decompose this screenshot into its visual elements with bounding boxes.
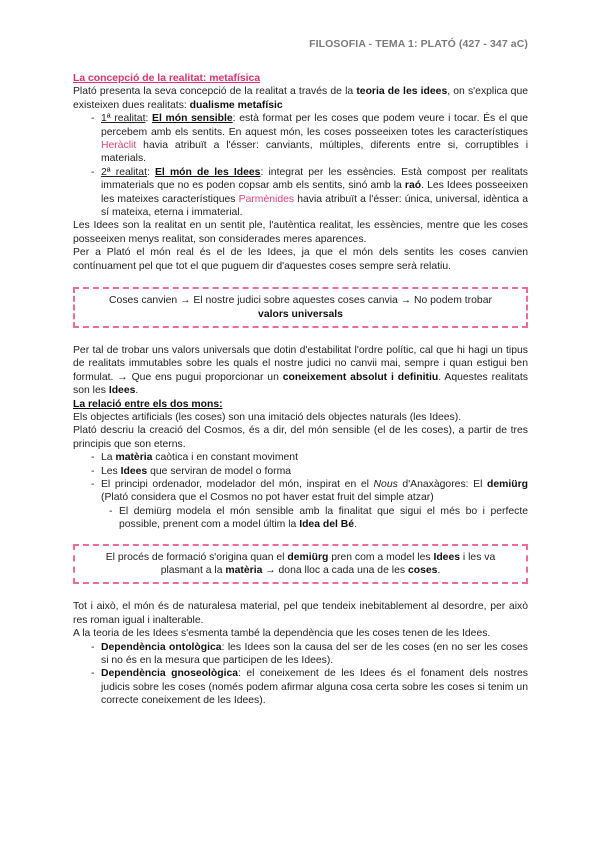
realities-list [73, 112, 528, 219]
highlight-box-values: Coses canvien → El nostre judici sobre aquestes coses canvia → No podem trobar valors universals [73, 287, 528, 328]
demiurge-sublist [73, 505, 528, 532]
document-body [73, 72, 528, 708]
paragraph-artificial-objects: Els objectes artificials (les coses) son una imitació dels objectes naturals (les Idees). [73, 411, 462, 423]
list-item-demiurge: - El principi ordenador, modelador del món, inspirat en el Nous d'Anaxàgores: El demiürg (Plató considera que el Cosmos no pot haver estat fruit del simple atzar) - El demiürg modela el món sensible amb la finalitat que sigui el més bo i perfecte possible, prenent com a model últim la Idea del Bé. [73, 478, 528, 532]
section-heading-metaphysics: La concepció de la realitat: metafísica [73, 73, 261, 84]
list-item-gnoseological: - Dependència gnoseològica: el coneixement de les Idees és el fonament dels nostres judicis sobre les coses (només podem afirmar alguna cosa certa sobre les coses si tenim un correcte coneixement de les Idees). [73, 667, 528, 707]
section-heading-relation: La relació entre els dos mons: [73, 398, 223, 410]
list-item-demiurge-detail: - El demiürg modela el món sensible amb la finalitat que sigui el més bo i perfecte possible, prenent com a model últim la Idea del Bé. [73, 505, 528, 532]
dependence-list [73, 641, 528, 708]
highlight-box-formation: El procés de formació s'origina quan el demiürg pren com a model les Idees i les va plasmant a la matèria → dona lloc a cada una de les coses. [73, 544, 528, 585]
list-item-first-reality: - 1ª realitat: El món sensible: està format per les coses que podem veure i tocar. És el que percebem amb els sentits. En aquest món, les coses posseeixen totes les característiques Heràclit havia atribuït a l'ésser: canviants, múltiples, diferents entre si, corruptibles i materials. [73, 112, 528, 166]
list-item-second-reality: - 2ª realitat: El món de les Idees: integrat per les essències. Està compost per realitats immaterials que no es poden copsar amb els sentits, sinó amb la raó. Les Idees posseeixen les mateixes característiques Parmènides havia atribuït a l'ésser: única, universal, idèntica a sí mateixa, eterna i immaterial. [73, 166, 528, 220]
list-item-ontological: - Dependència ontològica: les Idees son la causa del ser de les coses (en no ser les coses si no és en la mesura que participen de les Idees). [73, 641, 528, 668]
intro-paragraph: Plató presenta la seva concepció de la realitat a través de la teoria de les idees, on s'explica que existeixen dues realitats: dualisme metafísic [73, 86, 528, 111]
paragraph-ideas-reality: Les Idees son la realitat en un sentit ple, l'autèntica realitat, les essències, mentre que les coses posseeixen menys realitat, son considerades meres aparences. [73, 220, 528, 245]
paragraph-cosmos: Plató descriu la creació del Cosmos, és a dir, del món sensible (el de les coses), a partir de tres principis que son eterns. [73, 425, 528, 450]
list-item-ideas: - Les Idees que serviran de model o forma [73, 465, 528, 478]
paragraph-material-nature: Tot i això, el món és de naturalesa material, pel que tendeix inebitablement al desordre, per això res roman igual i inalterable. [73, 601, 528, 626]
page-header: FILOSOFIA - TEMA 1: PLATÓ (427 - 347 aC) [309, 38, 528, 50]
philosopher-name: Heràclit [101, 140, 137, 152]
philosopher-name: Parmènides [238, 193, 295, 205]
principles-list [73, 451, 528, 531]
list-item-matter: - La matèria caòtica i en constant moviment [73, 451, 528, 464]
paragraph-universal-values: Per tal de trobar uns valors universals que dotin d'estabilitat l'ordre polític, cal que hi hagi un tipus de realitats immutables sobre les quals el nostre judici no canvii mai, sempre i quan estigui ben formulat. → Que ens pugui proporcionar un coneixement absolut i definitiu. Aquestes realitats son les Idees. [73, 344, 529, 397]
paragraph-dependence: A la teoria de les Idees s'esmenta també la dependència que les coses tenen de les Idees. [73, 628, 491, 640]
paragraph-real-world: Per a Plató el món real és el de les Idees, ja que el món dels sentits les coses canvien contínuament pel que tot el que puguem dir d'aquestes coses sempre serà relatiu. [73, 247, 528, 272]
